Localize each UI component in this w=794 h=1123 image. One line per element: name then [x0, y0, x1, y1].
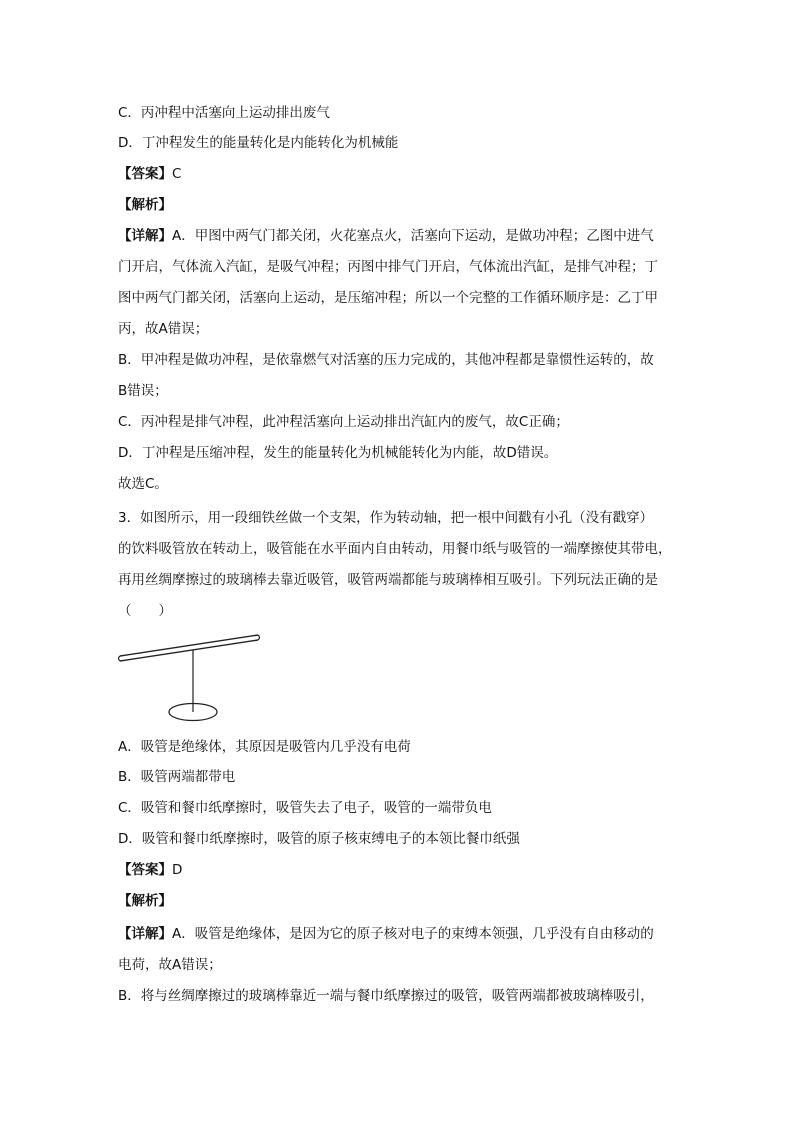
q3-stem-line3: 再用丝绸摩擦过的玻璃棒去靠近吸管，吸管两端都能与玻璃棒相互吸引。下列玩法正确的是 — [118, 572, 658, 588]
q3-option-a: A．吸管是绝缘体，其原因是吸管内几乎没有电荷 — [118, 739, 411, 755]
q2-option-c: C．丙冲程中活塞向上运动排出废气 — [118, 105, 330, 121]
q2-detail-a-line4: 丙，故A错误； — [118, 321, 209, 337]
answer-value: C — [172, 166, 182, 182]
q2-option-d: D．丁冲程发生的能量转化是内能转化为机械能 — [118, 135, 399, 151]
q2-detail-a-line2: 门开启，气体流入汽缸，是吸气冲程；丙图中排气门开启，气体流出汽缸，是排气冲程；丁 — [118, 259, 658, 275]
q3-analysis-tag: 【解析】 — [118, 893, 172, 909]
answer-tag: 【答案】 — [118, 166, 172, 182]
detail-a-text: A．吸管是绝缘体，是因为它的原子核对电子的束缚本领强，几乎没有自由移动的 — [172, 926, 654, 942]
detail-a-text: A．甲图中两气门都关闭，火花塞点火，活塞向下运动，是做功冲程；乙图中进气 — [172, 228, 654, 244]
q2-detail-c: C．丙冲程是排气冲程，此冲程活塞向上运动排出汽缸内的废气，故C正确； — [118, 414, 569, 430]
answer-tag: 【答案】 — [118, 862, 172, 878]
q3-detail-b-line1: B．将与丝绸摩擦过的玻璃棒靠近一端与餐巾纸摩擦过的吸管，吸管两端都被玻璃棒吸引， — [118, 988, 654, 1004]
q3-detail-a-line2: 电荷，故A错误； — [118, 957, 222, 973]
q2-conclusion: 故选C。 — [118, 476, 168, 492]
detail-tag: 【详解】 — [118, 228, 172, 244]
q2-answer — [118, 164, 678, 184]
q2-detail-b-line2: B错误； — [118, 383, 168, 399]
q3-detail-a-line1 — [118, 924, 678, 944]
q2-detail-b-line1: B．甲冲程是做功冲程，是依靠燃气对活塞的压力完成的，其他冲程都是靠惯性运转的，故 — [118, 352, 654, 368]
answer-value: D — [172, 862, 183, 878]
q3-stem-line1: 3．如图所示，用一段细铁丝做一个支架，作为转动轴，把一根中间戳有小孔（没有戳穿） — [118, 510, 654, 526]
q2-detail-d: D．丁冲程是压缩冲程，发生的能量转化为机械能转化为内能，故D错误。 — [118, 445, 558, 461]
straw — [119, 635, 260, 661]
q3-option-b: B．吸管两端都带电 — [118, 769, 236, 785]
q3-option-c: C．吸管和餐巾纸摩擦时，吸管失去了电子，吸管的一端带负电 — [118, 800, 492, 816]
q3-answer — [118, 860, 678, 880]
q3-stem-line4: （ ） — [118, 603, 172, 619]
q3-stem-line2: 的饮料吸管放在转动上，吸管能在水平面内自由转动，用餐巾纸与吸管的一端摩擦使其带电， — [118, 541, 672, 557]
straw-pivot-figure — [112, 628, 272, 724]
q2-detail-a-line1 — [118, 226, 678, 246]
detail-tag: 【详解】 — [118, 926, 172, 942]
q2-detail-a-line3: 图中两气门都关闭，活塞向上运动，是压缩冲程；所以一个完整的工作循环顺序是：乙丁甲 — [118, 290, 658, 306]
q3-option-d: D．吸管和餐巾纸摩擦时，吸管的原子核束缚电子的本领比餐巾纸强 — [118, 831, 520, 847]
q2-analysis-tag: 【解析】 — [118, 197, 172, 213]
